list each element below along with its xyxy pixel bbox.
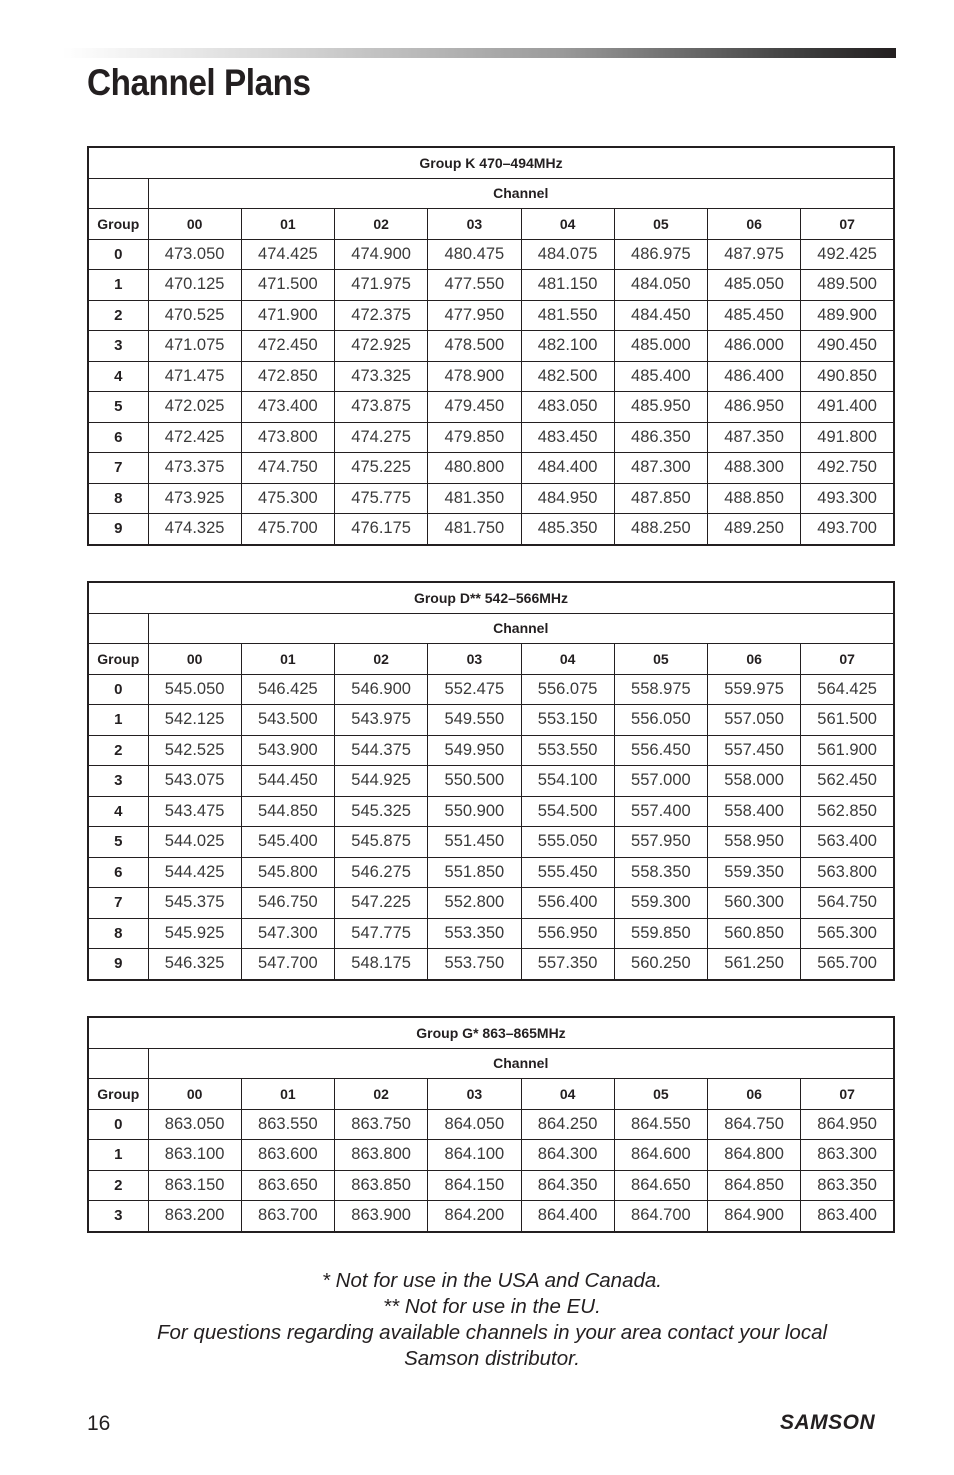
frequency-cell: 543.500 xyxy=(241,705,334,736)
frequency-cell: 472.375 xyxy=(335,300,428,331)
column-header-row xyxy=(88,209,894,240)
table-title-row xyxy=(88,582,894,613)
column-header-row xyxy=(88,644,894,675)
frequency-cell: 557.000 xyxy=(614,766,707,797)
frequency-cell: 565.300 xyxy=(801,918,894,949)
frequency-cell: 473.400 xyxy=(241,392,334,423)
frequency-cell: 863.750 xyxy=(335,1109,428,1140)
frequency-cell: 486.950 xyxy=(708,392,801,423)
table-row xyxy=(88,239,894,270)
frequency-cell: 471.900 xyxy=(241,300,334,331)
frequency-cell: 864.750 xyxy=(708,1109,801,1140)
group-number-cell: 2 xyxy=(88,300,148,331)
frequency-cell: 482.100 xyxy=(521,331,614,362)
frequency-cell: 547.225 xyxy=(335,888,428,919)
frequency-cell: 485.400 xyxy=(614,361,707,392)
frequency-cell: 550.900 xyxy=(428,796,521,827)
frequency-cell: 555.450 xyxy=(521,857,614,888)
table-row xyxy=(88,949,894,980)
frequency-cell: 471.075 xyxy=(148,331,241,362)
frequency-cell: 546.750 xyxy=(241,888,334,919)
frequency-cell: 864.050 xyxy=(428,1109,521,1140)
table-row xyxy=(88,300,894,331)
channel-plan-table-group-k xyxy=(87,146,895,546)
frequency-cell: 474.325 xyxy=(148,514,241,545)
frequency-cell: 481.350 xyxy=(428,483,521,514)
frequency-cell: 546.425 xyxy=(241,674,334,705)
frequency-cell: 864.200 xyxy=(428,1201,521,1232)
frequency-cell: 484.075 xyxy=(521,239,614,270)
group-number-cell: 8 xyxy=(88,918,148,949)
frequency-cell: 544.425 xyxy=(148,857,241,888)
frequency-cell: 481.750 xyxy=(428,514,521,545)
group-number-cell: 6 xyxy=(88,422,148,453)
channel-column-header: 07 xyxy=(801,209,894,240)
frequency-cell: 559.350 xyxy=(708,857,801,888)
channel-column-header: 03 xyxy=(428,1079,521,1110)
table-row xyxy=(88,827,894,858)
table-row xyxy=(88,796,894,827)
group-number-cell: 2 xyxy=(88,1170,148,1201)
column-header-row xyxy=(88,1079,894,1110)
frequency-cell: 562.850 xyxy=(801,796,894,827)
channel-plan-table-group-d xyxy=(87,581,895,981)
frequency-cell: 488.850 xyxy=(708,483,801,514)
frequency-cell: 554.500 xyxy=(521,796,614,827)
group-number-cell: 9 xyxy=(88,514,148,545)
channel-column-header: 00 xyxy=(148,1079,241,1110)
frequency-cell: 491.800 xyxy=(801,422,894,453)
frequency-cell: 551.850 xyxy=(428,857,521,888)
frequency-cell: 554.100 xyxy=(521,766,614,797)
table-row xyxy=(88,1170,894,1201)
frequency-cell: 486.400 xyxy=(708,361,801,392)
table-row xyxy=(88,422,894,453)
channel-label-row xyxy=(88,613,894,644)
frequency-cell: 471.500 xyxy=(241,270,334,301)
table-row xyxy=(88,1201,894,1232)
frequency-cell: 545.800 xyxy=(241,857,334,888)
frequency-cell: 486.000 xyxy=(708,331,801,362)
frequency-cell: 472.925 xyxy=(335,331,428,362)
table-row xyxy=(88,857,894,888)
channel-column-header: 04 xyxy=(521,1079,614,1110)
group-number-cell: 3 xyxy=(88,331,148,362)
frequency-cell: 864.850 xyxy=(708,1170,801,1201)
table-row xyxy=(88,331,894,362)
group-number-cell: 9 xyxy=(88,949,148,980)
frequency-cell: 489.900 xyxy=(801,300,894,331)
group-number-cell: 7 xyxy=(88,888,148,919)
frequency-cell: 473.375 xyxy=(148,453,241,484)
group-number-cell: 1 xyxy=(88,705,148,736)
group-number-cell: 0 xyxy=(88,674,148,705)
frequency-cell: 493.700 xyxy=(801,514,894,545)
frequency-cell: 552.475 xyxy=(428,674,521,705)
frequency-cell: 549.550 xyxy=(428,705,521,736)
frequency-cell: 475.700 xyxy=(241,514,334,545)
frequency-cell: 863.900 xyxy=(335,1201,428,1232)
frequency-cell: 480.475 xyxy=(428,239,521,270)
frequency-cell: 489.500 xyxy=(801,270,894,301)
page-title: Channel Plans xyxy=(87,62,311,103)
frequency-cell: 560.250 xyxy=(614,949,707,980)
channel-column-header: 05 xyxy=(614,1079,707,1110)
frequency-cell: 553.350 xyxy=(428,918,521,949)
frequency-cell: 553.150 xyxy=(521,705,614,736)
frequency-cell: 555.050 xyxy=(521,827,614,858)
frequency-cell: 472.450 xyxy=(241,331,334,362)
frequency-cell: 478.900 xyxy=(428,361,521,392)
frequency-cell: 556.050 xyxy=(614,705,707,736)
frequency-cell: 551.450 xyxy=(428,827,521,858)
frequency-cell: 545.400 xyxy=(241,827,334,858)
table-row xyxy=(88,735,894,766)
frequency-cell: 562.450 xyxy=(801,766,894,797)
channel-column-header: 04 xyxy=(521,644,614,675)
frequency-cell: 560.850 xyxy=(708,918,801,949)
channel-column-header: 01 xyxy=(241,1079,334,1110)
frequency-cell: 487.975 xyxy=(708,239,801,270)
frequency-cell: 543.975 xyxy=(335,705,428,736)
frequency-cell: 479.450 xyxy=(428,392,521,423)
frequency-cell: 863.800 xyxy=(335,1140,428,1171)
frequency-cell: 864.300 xyxy=(521,1140,614,1171)
frequency-cell: 478.500 xyxy=(428,331,521,362)
frequency-cell: 864.900 xyxy=(708,1201,801,1232)
frequency-cell: 490.450 xyxy=(801,331,894,362)
frequency-cell: 557.400 xyxy=(614,796,707,827)
channel-column-header: 06 xyxy=(708,1079,801,1110)
frequency-cell: 544.375 xyxy=(335,735,428,766)
frequency-cell: 476.175 xyxy=(335,514,428,545)
frequency-cell: 475.300 xyxy=(241,483,334,514)
frequency-cell: 472.025 xyxy=(148,392,241,423)
frequency-cell: 547.700 xyxy=(241,949,334,980)
frequency-cell: 485.450 xyxy=(708,300,801,331)
frequency-cell: 473.925 xyxy=(148,483,241,514)
group-column-header: Group xyxy=(88,209,148,240)
table-title-row xyxy=(88,1017,894,1048)
table-title-row xyxy=(88,147,894,178)
frequency-cell: 558.000 xyxy=(708,766,801,797)
group-number-cell: 0 xyxy=(88,1109,148,1140)
frequency-cell: 545.325 xyxy=(335,796,428,827)
channel-column-header: 01 xyxy=(241,644,334,675)
group-number-cell: 4 xyxy=(88,796,148,827)
frequency-cell: 542.125 xyxy=(148,705,241,736)
channel-column-header: 03 xyxy=(428,644,521,675)
channel-label: Channel xyxy=(148,178,894,209)
channel-column-header: 06 xyxy=(708,644,801,675)
frequency-cell: 474.275 xyxy=(335,422,428,453)
frequency-cell: 553.550 xyxy=(521,735,614,766)
frequency-cell: 477.950 xyxy=(428,300,521,331)
frequency-cell: 863.550 xyxy=(241,1109,334,1140)
footnotes xyxy=(120,1268,864,1372)
frequency-cell: 544.025 xyxy=(148,827,241,858)
frequency-cell: 561.500 xyxy=(801,705,894,736)
frequency-cell: 485.000 xyxy=(614,331,707,362)
frequency-cell: 563.400 xyxy=(801,827,894,858)
page-number: 16 xyxy=(87,1412,111,1435)
frequency-cell: 864.350 xyxy=(521,1170,614,1201)
frequency-cell: 542.525 xyxy=(148,735,241,766)
frequency-cell: 549.950 xyxy=(428,735,521,766)
channel-column-header: 05 xyxy=(614,209,707,240)
frequency-cell: 558.400 xyxy=(708,796,801,827)
frequency-cell: 480.800 xyxy=(428,453,521,484)
frequency-cell: 474.425 xyxy=(241,239,334,270)
frequency-cell: 490.850 xyxy=(801,361,894,392)
table-row xyxy=(88,453,894,484)
frequency-cell: 553.750 xyxy=(428,949,521,980)
frequency-cell: 487.300 xyxy=(614,453,707,484)
table-row xyxy=(88,392,894,423)
frequency-cell: 864.800 xyxy=(708,1140,801,1171)
table-row xyxy=(88,766,894,797)
frequency-cell: 483.050 xyxy=(521,392,614,423)
frequency-cell: 484.950 xyxy=(521,483,614,514)
group-number-cell: 7 xyxy=(88,453,148,484)
footnote-eu: ** Not for use in the EU. xyxy=(383,1295,601,1318)
frequency-cell: 486.975 xyxy=(614,239,707,270)
channel-column-header: 06 xyxy=(708,209,801,240)
frequency-cell: 559.975 xyxy=(708,674,801,705)
frequency-cell: 473.050 xyxy=(148,239,241,270)
samson-logo: SAMSON xyxy=(780,1411,876,1434)
frequency-cell: 552.800 xyxy=(428,888,521,919)
frequency-cell: 558.975 xyxy=(614,674,707,705)
frequency-cell: 479.850 xyxy=(428,422,521,453)
frequency-cell: 473.325 xyxy=(335,361,428,392)
group-number-cell: 3 xyxy=(88,1201,148,1232)
channel-column-header: 01 xyxy=(241,209,334,240)
table-row xyxy=(88,705,894,736)
group-number-cell: 8 xyxy=(88,483,148,514)
frequency-cell: 864.150 xyxy=(428,1170,521,1201)
frequency-cell: 863.150 xyxy=(148,1170,241,1201)
group-column-header: Group xyxy=(88,644,148,675)
frequency-cell: 863.850 xyxy=(335,1170,428,1201)
footnote-usa-canada: * Not for use in the USA and Canada. xyxy=(322,1269,662,1292)
frequency-cell: 561.900 xyxy=(801,735,894,766)
channel-label: Channel xyxy=(148,1048,894,1079)
group-number-cell: 1 xyxy=(88,270,148,301)
table-title: Group G* 863–865MHz xyxy=(88,1017,894,1048)
frequency-cell: 864.650 xyxy=(614,1170,707,1201)
frequency-cell: 558.350 xyxy=(614,857,707,888)
frequency-cell: 487.350 xyxy=(708,422,801,453)
frequency-cell: 492.425 xyxy=(801,239,894,270)
empty-corner-cell xyxy=(88,613,148,644)
frequency-cell: 559.850 xyxy=(614,918,707,949)
frequency-cell: 557.050 xyxy=(708,705,801,736)
table-row xyxy=(88,888,894,919)
frequency-cell: 475.775 xyxy=(335,483,428,514)
frequency-cell: 484.050 xyxy=(614,270,707,301)
frequency-cell: 546.900 xyxy=(335,674,428,705)
frequency-cell: 556.950 xyxy=(521,918,614,949)
channel-column-header: 07 xyxy=(801,1079,894,1110)
frequency-cell: 863.650 xyxy=(241,1170,334,1201)
frequency-cell: 864.400 xyxy=(521,1201,614,1232)
frequency-cell: 863.300 xyxy=(801,1140,894,1171)
frequency-cell: 864.600 xyxy=(614,1140,707,1171)
group-number-cell: 5 xyxy=(88,827,148,858)
frequency-cell: 863.050 xyxy=(148,1109,241,1140)
frequency-cell: 470.525 xyxy=(148,300,241,331)
channel-column-header: 05 xyxy=(614,644,707,675)
table-row xyxy=(88,674,894,705)
frequency-cell: 470.125 xyxy=(148,270,241,301)
group-number-cell: 0 xyxy=(88,239,148,270)
group-number-cell: 4 xyxy=(88,361,148,392)
footnote-contact-distributor: For questions regarding available channels in your area contact your local Samson distributor. xyxy=(156,1321,828,1370)
frequency-cell: 545.875 xyxy=(335,827,428,858)
frequency-cell: 545.375 xyxy=(148,888,241,919)
frequency-cell: 477.550 xyxy=(428,270,521,301)
empty-corner-cell xyxy=(88,178,148,209)
frequency-cell: 557.950 xyxy=(614,827,707,858)
frequency-cell: 483.450 xyxy=(521,422,614,453)
frequency-cell: 564.425 xyxy=(801,674,894,705)
frequency-cell: 471.475 xyxy=(148,361,241,392)
frequency-cell: 485.350 xyxy=(521,514,614,545)
frequency-cell: 557.450 xyxy=(708,735,801,766)
frequency-cell: 863.600 xyxy=(241,1140,334,1171)
frequency-cell: 486.350 xyxy=(614,422,707,453)
group-number-cell: 1 xyxy=(88,1140,148,1171)
frequency-cell: 864.100 xyxy=(428,1140,521,1171)
frequency-cell: 472.425 xyxy=(148,422,241,453)
header-gradient-rule xyxy=(62,48,896,58)
frequency-cell: 481.150 xyxy=(521,270,614,301)
frequency-cell: 560.300 xyxy=(708,888,801,919)
channel-column-header: 02 xyxy=(335,1079,428,1110)
table-row xyxy=(88,361,894,392)
frequency-cell: 863.100 xyxy=(148,1140,241,1171)
frequency-cell: 559.300 xyxy=(614,888,707,919)
table-row xyxy=(88,918,894,949)
channel-column-header: 02 xyxy=(335,644,428,675)
table-row xyxy=(88,270,894,301)
frequency-cell: 543.900 xyxy=(241,735,334,766)
frequency-cell: 548.175 xyxy=(335,949,428,980)
table-title: Group D** 542–566MHz xyxy=(88,582,894,613)
table-title: Group K 470–494MHz xyxy=(88,147,894,178)
table-row xyxy=(88,514,894,545)
group-number-cell: 6 xyxy=(88,857,148,888)
frequency-cell: 485.050 xyxy=(708,270,801,301)
frequency-cell: 544.850 xyxy=(241,796,334,827)
frequency-cell: 545.050 xyxy=(148,674,241,705)
channel-column-header: 00 xyxy=(148,644,241,675)
frequency-cell: 484.450 xyxy=(614,300,707,331)
frequency-cell: 545.925 xyxy=(148,918,241,949)
frequency-cell: 556.450 xyxy=(614,735,707,766)
frequency-cell: 565.700 xyxy=(801,949,894,980)
frequency-cell: 546.275 xyxy=(335,857,428,888)
group-number-cell: 2 xyxy=(88,735,148,766)
frequency-cell: 488.300 xyxy=(708,453,801,484)
frequency-cell: 471.975 xyxy=(335,270,428,301)
frequency-cell: 543.075 xyxy=(148,766,241,797)
frequency-cell: 863.200 xyxy=(148,1201,241,1232)
frequency-cell: 474.750 xyxy=(241,453,334,484)
frequency-cell: 544.450 xyxy=(241,766,334,797)
frequency-cell: 558.950 xyxy=(708,827,801,858)
frequency-cell: 491.400 xyxy=(801,392,894,423)
frequency-cell: 484.400 xyxy=(521,453,614,484)
frequency-cell: 556.075 xyxy=(521,674,614,705)
frequency-cell: 473.800 xyxy=(241,422,334,453)
frequency-cell: 864.700 xyxy=(614,1201,707,1232)
group-column-header: Group xyxy=(88,1079,148,1110)
frequency-cell: 482.500 xyxy=(521,361,614,392)
frequency-cell: 864.950 xyxy=(801,1109,894,1140)
channel-column-header: 00 xyxy=(148,209,241,240)
frequency-cell: 863.350 xyxy=(801,1170,894,1201)
frequency-cell: 564.750 xyxy=(801,888,894,919)
channel-column-header: 03 xyxy=(428,209,521,240)
frequency-cell: 864.250 xyxy=(521,1109,614,1140)
group-number-cell: 3 xyxy=(88,766,148,797)
channel-label-row xyxy=(88,1048,894,1079)
frequency-cell: 543.475 xyxy=(148,796,241,827)
frequency-cell: 487.850 xyxy=(614,483,707,514)
frequency-cell: 492.750 xyxy=(801,453,894,484)
channel-label: Channel xyxy=(148,613,894,644)
group-number-cell: 5 xyxy=(88,392,148,423)
frequency-cell: 563.800 xyxy=(801,857,894,888)
frequency-cell: 556.400 xyxy=(521,888,614,919)
channel-label-row xyxy=(88,178,894,209)
channel-column-header: 02 xyxy=(335,209,428,240)
channel-plan-table-group-g xyxy=(87,1016,895,1233)
frequency-cell: 474.900 xyxy=(335,239,428,270)
frequency-cell: 557.350 xyxy=(521,949,614,980)
frequency-cell: 473.875 xyxy=(335,392,428,423)
table-row xyxy=(88,1109,894,1140)
channel-column-header: 07 xyxy=(801,644,894,675)
frequency-cell: 546.325 xyxy=(148,949,241,980)
table-row xyxy=(88,483,894,514)
channel-column-header: 04 xyxy=(521,209,614,240)
frequency-cell: 561.250 xyxy=(708,949,801,980)
frequency-cell: 863.700 xyxy=(241,1201,334,1232)
frequency-cell: 544.925 xyxy=(335,766,428,797)
frequency-cell: 475.225 xyxy=(335,453,428,484)
frequency-cell: 488.250 xyxy=(614,514,707,545)
frequency-cell: 472.850 xyxy=(241,361,334,392)
empty-corner-cell xyxy=(88,1048,148,1079)
frequency-cell: 550.500 xyxy=(428,766,521,797)
frequency-cell: 547.775 xyxy=(335,918,428,949)
frequency-cell: 489.250 xyxy=(708,514,801,545)
table-row xyxy=(88,1140,894,1171)
frequency-cell: 547.300 xyxy=(241,918,334,949)
frequency-cell: 481.550 xyxy=(521,300,614,331)
frequency-cell: 493.300 xyxy=(801,483,894,514)
frequency-cell: 485.950 xyxy=(614,392,707,423)
frequency-cell: 863.400 xyxy=(801,1201,894,1232)
frequency-cell: 864.550 xyxy=(614,1109,707,1140)
